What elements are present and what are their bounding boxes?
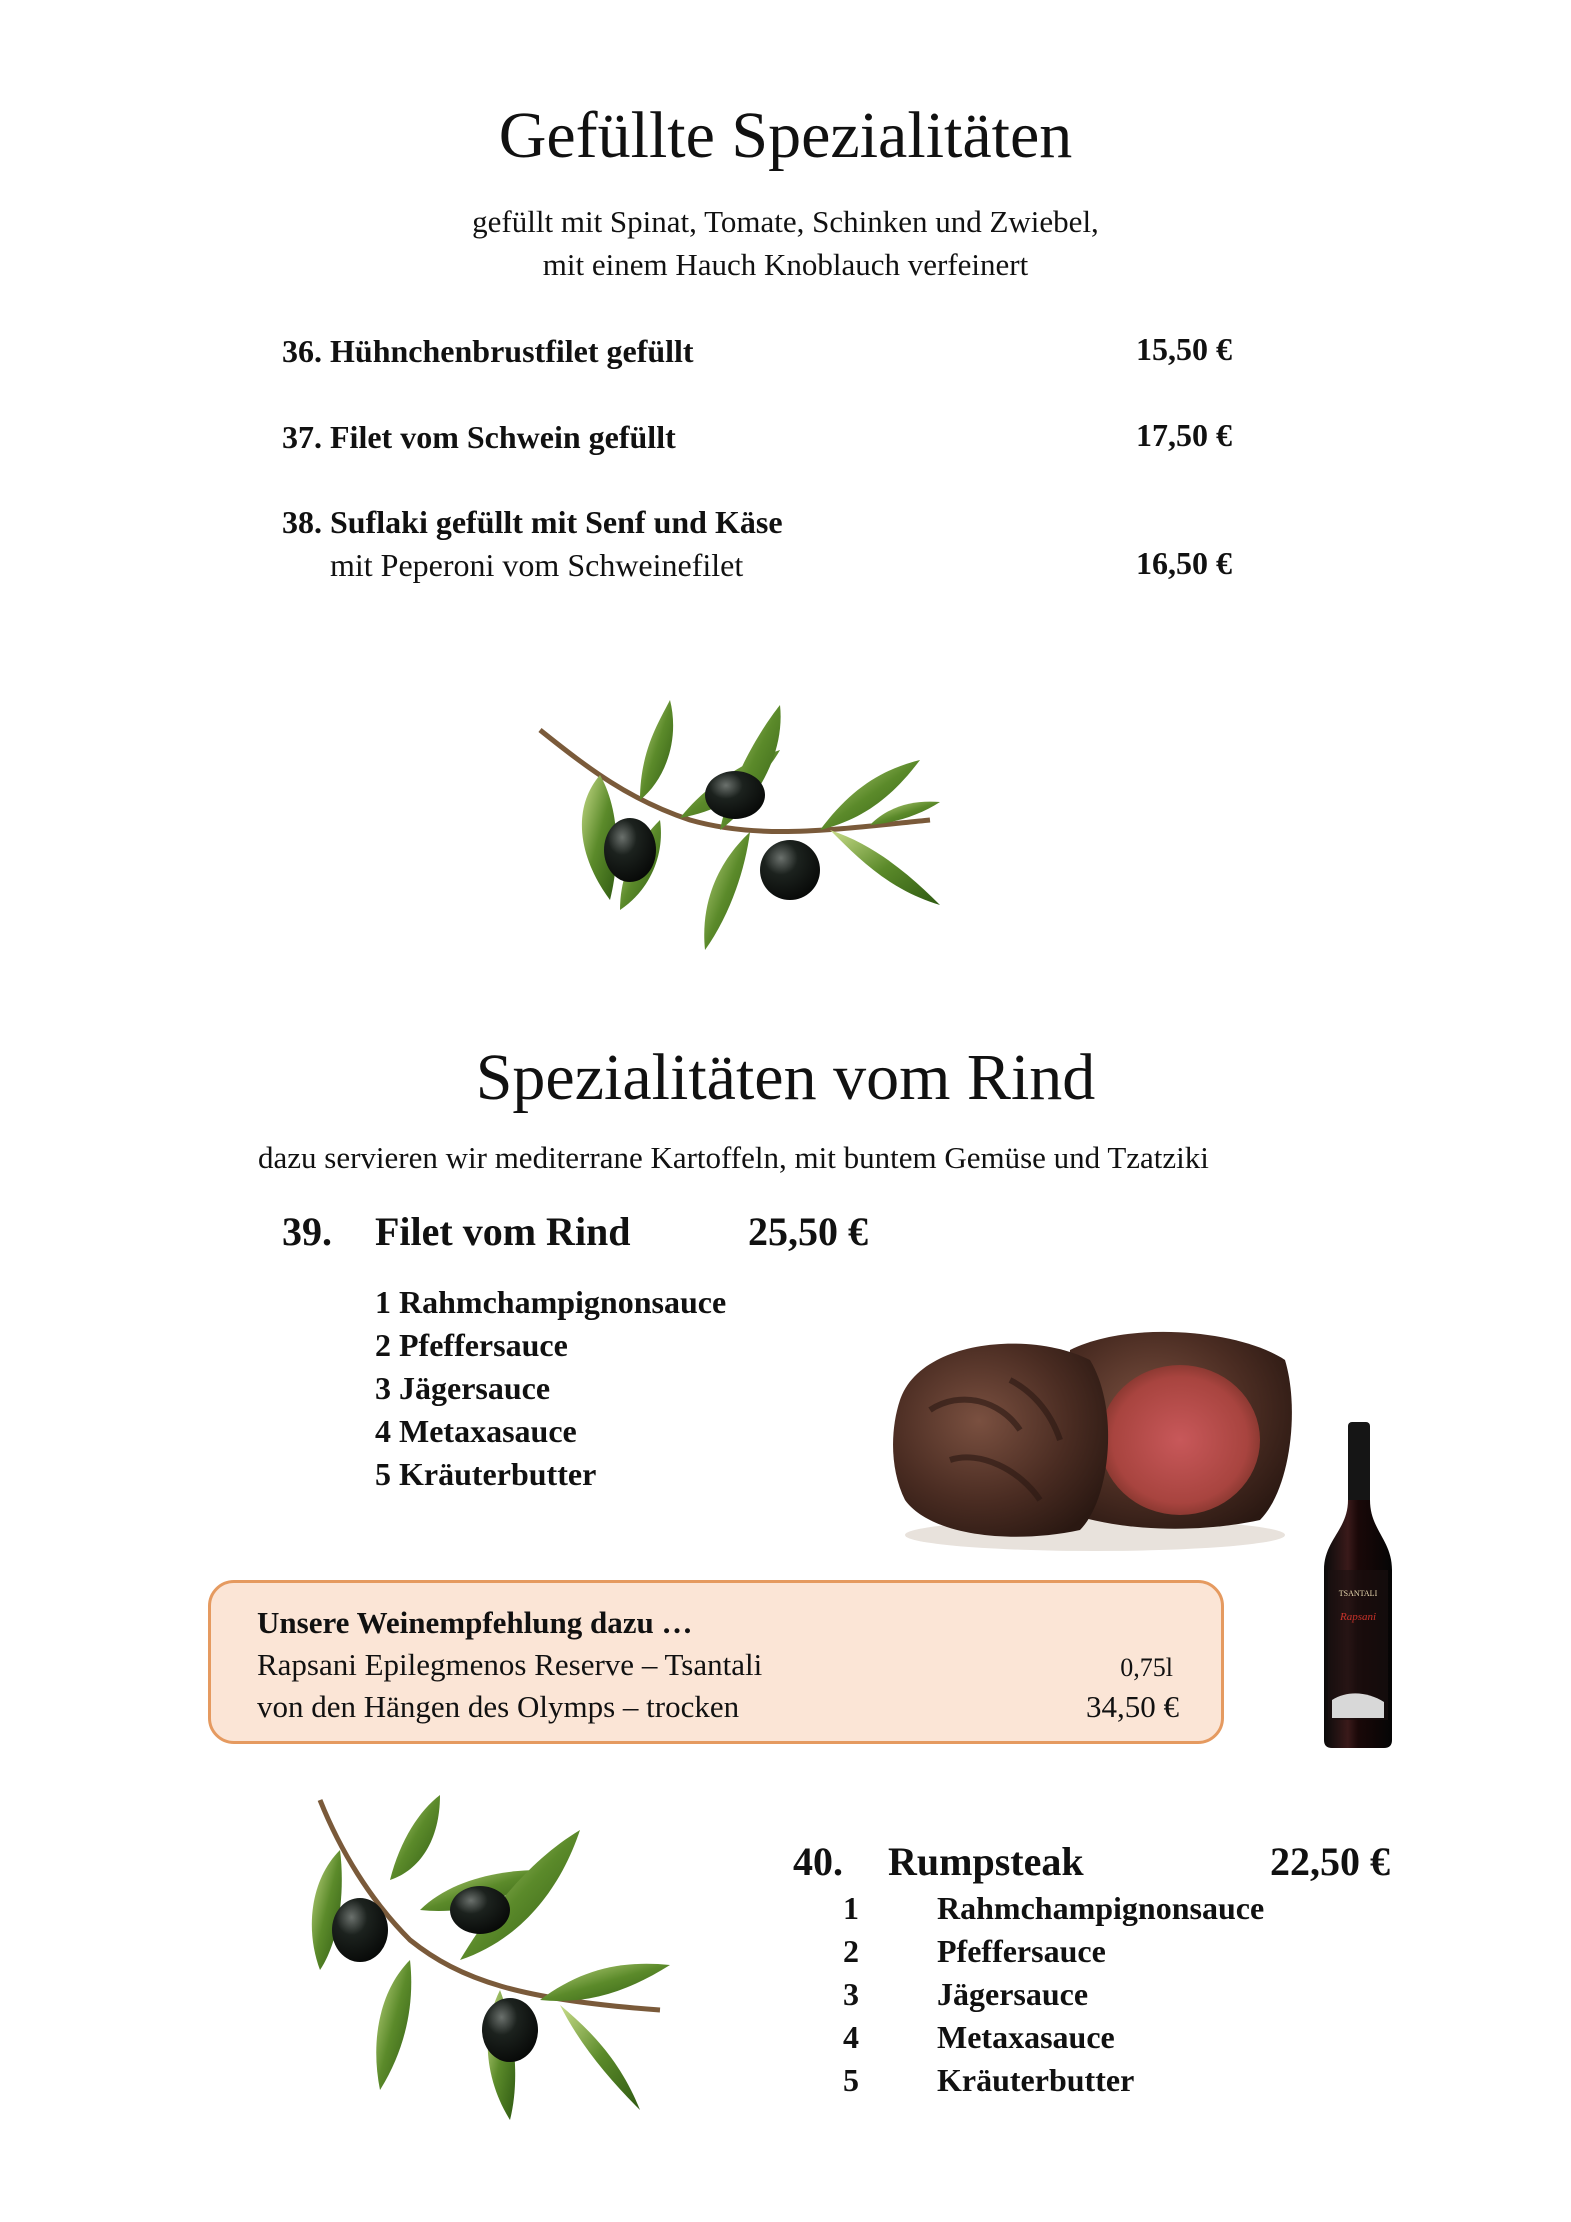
- item-40-price: 22,50 €: [1270, 1839, 1390, 1884]
- item-40-sauce-list: [843, 1887, 1264, 2102]
- item-38-number: 38.: [282, 504, 322, 540]
- olive-branch-icon: [530, 690, 950, 960]
- list-item: 2 Pfeffersauce: [375, 1327, 568, 1363]
- wine-description: von den Hängen des Olymps – trocken: [257, 1689, 740, 1724]
- item-39-sauce-list: [375, 1281, 726, 1496]
- item-40-number: 40.: [793, 1839, 843, 1884]
- item-39-number: 39.: [282, 1209, 332, 1254]
- item-36-number: 36.: [282, 333, 322, 369]
- list-item: 2 Pfeffersauce: [843, 1933, 1106, 1969]
- item-37-number: 37.: [282, 419, 322, 455]
- wine-heading: Unsere Weinempfehlung dazu …: [257, 1605, 693, 1640]
- list-item: 3 Jägersauce: [375, 1370, 551, 1406]
- list-item: 4 Metaxasauce: [375, 1413, 577, 1449]
- list-item: 1 Rahmchampignonsauce: [843, 1890, 1265, 1926]
- item-40-name: Rumpsteak: [888, 1839, 1084, 1884]
- list-item: 1 Rahmchampignonsauce: [375, 1284, 727, 1320]
- wine-recommendation-box: [208, 1580, 1224, 1744]
- section-subtitle-beef: dazu servieren wir mediterrane Kartoffeln, mit buntem Gemüse und Tzatziki: [258, 1140, 1209, 1175]
- item-36-name: Hühnchenbrustfilet gefüllt: [330, 333, 694, 369]
- section-subtitle-line2: mit einem Hauch Knoblauch verfeinert: [542, 247, 1029, 282]
- item-39-price: 25,50 €: [748, 1209, 868, 1254]
- steak-image: [890, 1320, 1300, 1560]
- wine-price: 34,50 €: [1086, 1689, 1179, 1724]
- item-38-price: 16,50 €: [1136, 545, 1232, 581]
- item-37-name: Filet vom Schwein gefüllt: [330, 419, 676, 455]
- list-item: 3 Jägersauce: [843, 1976, 1089, 2012]
- wine-name: Rapsani Epilegmenos Reserve – Tsantali: [257, 1647, 763, 1682]
- list-item: 5 Kräuterbutter: [843, 2062, 1135, 2098]
- wine-label-brand: TSANTALI: [1338, 1589, 1378, 1598]
- olive-branch-icon: [300, 1790, 680, 2120]
- section-title-beef: Spezialitäten vom Rind: [475, 1041, 1096, 1114]
- list-item: 5 Kräuterbutter: [375, 1456, 597, 1492]
- item-38-name: Suflaki gefüllt mit Senf und Käse: [330, 504, 783, 540]
- list-item: 4 Metaxasauce: [843, 2019, 1115, 2055]
- item-39-name: Filet vom Rind: [375, 1209, 631, 1254]
- item-38-detail: mit Peperoni vom Schweinefilet: [330, 547, 744, 583]
- wine-bottle-image: [1318, 1420, 1398, 1750]
- wine-volume: 0,75l: [1120, 1653, 1173, 1682]
- item-36-price: 15,50 €: [1136, 331, 1232, 367]
- section-subtitle-line1: gefüllt mit Spinat, Tomate, Schinken und Zwiebel,: [472, 204, 1099, 239]
- section-title-filled: Gefüllte Spezialitäten: [498, 99, 1073, 172]
- wine-label-name: Rapsani: [1339, 1611, 1377, 1623]
- item-37-price: 17,50 €: [1136, 417, 1232, 453]
